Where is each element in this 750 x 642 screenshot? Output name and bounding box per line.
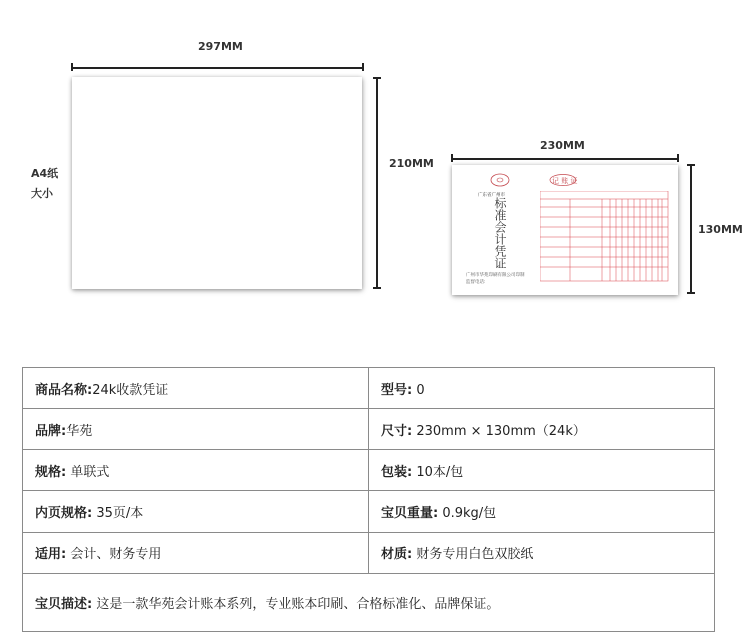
voucher-header-text: 记 账 证 bbox=[552, 177, 578, 185]
spec-label: 品牌: bbox=[35, 423, 67, 439]
spec-row bbox=[23, 532, 715, 573]
voucher-title: 标准会计凭证 bbox=[493, 197, 507, 269]
a4-width-tick-left bbox=[71, 63, 73, 71]
spec-cell-inner-pages bbox=[23, 491, 369, 532]
spec-value: 财务专用白色双胶纸 bbox=[416, 547, 534, 563]
spec-value: 10本/包 bbox=[416, 464, 464, 480]
voucher-footer-line2: 监督电话: bbox=[466, 280, 486, 285]
a4-caption-line2: 大小 bbox=[31, 187, 53, 200]
spec-cell-usage bbox=[23, 532, 369, 573]
spec-value: 华苑 bbox=[66, 423, 93, 439]
spec-label: 型号: bbox=[381, 382, 413, 398]
spec-value: 35页/本 bbox=[96, 505, 144, 521]
spec-value: 24k收款凭证 bbox=[92, 382, 169, 398]
spec-label: 适用: bbox=[35, 547, 67, 563]
spec-cell-size bbox=[369, 409, 715, 450]
spec-label: 尺寸: bbox=[381, 423, 413, 439]
spec-row bbox=[23, 368, 715, 409]
spec-value: 230mm × 130mm（24k） bbox=[416, 423, 586, 439]
spec-cell-weight bbox=[369, 491, 715, 532]
product-spec-table bbox=[22, 367, 715, 632]
voucher-width-label: 230MM bbox=[540, 139, 585, 152]
spec-row bbox=[23, 409, 715, 450]
a4-width-tick-right bbox=[362, 63, 364, 71]
spec-value: 这是一款华苑会计账本系列，专业账本印刷、合格标准化、品牌保证。 bbox=[96, 596, 500, 612]
a4-width-label: 297MM bbox=[198, 40, 243, 53]
spec-row bbox=[23, 491, 715, 532]
spec-label: 包装: bbox=[381, 464, 413, 480]
voucher-ledger-grid bbox=[540, 191, 670, 286]
voucher-height-label: 130MM bbox=[698, 223, 743, 236]
spec-label: 商品名称: bbox=[35, 382, 93, 398]
voucher-footer-line1: 广州市华苑印刷有限公司印制 bbox=[466, 273, 525, 278]
voucher-height-tick-top bbox=[687, 164, 695, 166]
spec-label: 宝贝描述: bbox=[35, 596, 93, 612]
voucher-width-tick-right bbox=[677, 154, 679, 162]
spec-cell-product-name bbox=[23, 368, 369, 409]
spec-row-description bbox=[23, 573, 715, 631]
spec-value: 0.9kg/包 bbox=[442, 505, 497, 521]
spec-label: 材质: bbox=[381, 547, 413, 563]
a4-paper-sheet bbox=[72, 77, 362, 289]
spec-cell-model bbox=[369, 368, 715, 409]
voucher-height-tick-bottom bbox=[687, 292, 695, 294]
voucher-sample bbox=[452, 165, 678, 295]
voucher-width-line bbox=[452, 158, 678, 160]
a4-height-label: 210MM bbox=[389, 157, 434, 170]
a4-height-tick-top bbox=[373, 77, 381, 79]
spec-cell-specification bbox=[23, 450, 369, 491]
spec-cell-packaging bbox=[369, 450, 715, 491]
a4-caption-line1: A4纸 bbox=[31, 167, 59, 180]
voucher-seal-text: 广东省广州市 bbox=[478, 193, 505, 198]
spec-value: 单联式 bbox=[70, 464, 110, 480]
a4-height-line bbox=[376, 78, 378, 288]
spec-label: 内页规格: bbox=[35, 505, 93, 521]
spec-label: 规格: bbox=[35, 464, 67, 480]
spec-row bbox=[23, 450, 715, 491]
spec-value: 0 bbox=[416, 382, 425, 398]
a4-height-tick-bottom bbox=[373, 287, 381, 289]
voucher-header-stamp-icon bbox=[548, 173, 578, 187]
spec-label: 宝贝重量: bbox=[381, 505, 439, 521]
voucher-width-tick-left bbox=[451, 154, 453, 162]
spec-cell-brand bbox=[23, 409, 369, 450]
a4-width-line bbox=[72, 67, 364, 69]
voucher-height-line bbox=[690, 165, 692, 293]
spec-value: 会计、财务专用 bbox=[70, 547, 162, 563]
spec-cell-material bbox=[369, 532, 715, 573]
spec-cell-description bbox=[23, 573, 715, 631]
